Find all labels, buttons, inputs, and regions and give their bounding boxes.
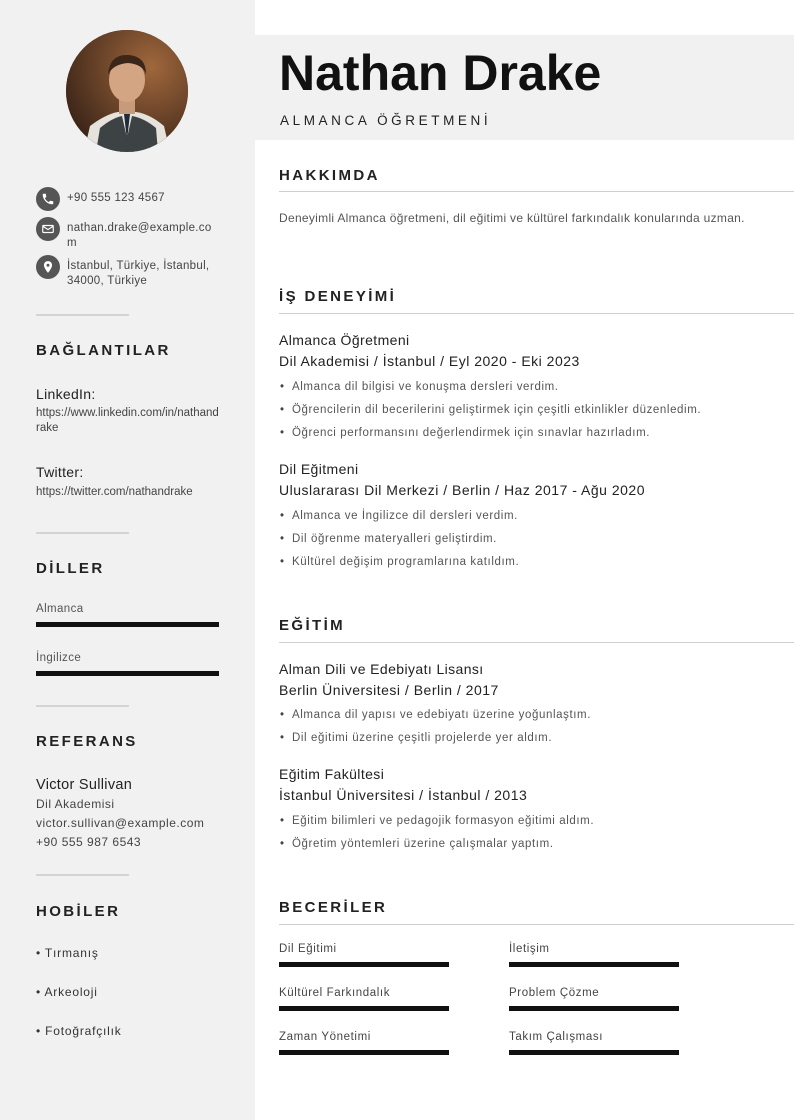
contact-phone (36, 187, 217, 211)
profile-photo (66, 30, 188, 152)
reference-heading: REFERANS (36, 733, 138, 750)
languages-heading: DİLLER (36, 560, 105, 577)
education-bullet: • Eğitim bilimleri ve pedagojik formasyon eğitimi aldım. (280, 815, 594, 827)
hobby-item: • Arkeoloji (36, 985, 98, 999)
skill-level-fill (509, 1006, 679, 1011)
section-rule (279, 924, 794, 925)
phone-icon (36, 187, 60, 211)
job-subtitle: Dil Akademisi / İstanbul / Eyl 2020 - Eki 2023 (279, 353, 580, 369)
job-bullet: • Öğrenci performansını değerlendirmek için sınavlar hazırladım. (280, 427, 650, 439)
skill-name: İletişim (509, 943, 550, 955)
language-name: Almanca (36, 603, 84, 615)
address-text: İstanbul, Türkiye, İstanbul, 34000, Türkiye (67, 260, 210, 287)
job-subtitle: Uluslararası Dil Merkezi / Berlin / Haz 2017 - Ağu 2020 (279, 482, 645, 498)
education-subtitle: İstanbul Üniversitesi / İstanbul / 2013 (279, 787, 528, 803)
sidebar-divider (36, 532, 129, 534)
skill-level-fill (279, 1006, 449, 1011)
education-title: Eğitim Fakültesi (279, 766, 385, 782)
skill-name: Kültürel Farkındalık (279, 987, 391, 999)
job-bullet: • Kültürel değişim programlarına katıldım. (280, 556, 519, 568)
sidebar-divider (36, 314, 129, 316)
skills-heading: BECERİLER (279, 899, 388, 916)
job-title: Almanca Öğretmeni (279, 332, 410, 348)
skill-level-bar (279, 1050, 449, 1055)
phone-text: +90 555 123 4567 (67, 192, 165, 204)
language-level-bar (36, 622, 219, 627)
education-bullet: • Almanca dil yapısı ve edebiyatı üzerine yoğunlaştım. (280, 709, 591, 721)
skill-level-fill (509, 1050, 679, 1055)
skill-level-fill (279, 1050, 449, 1055)
language-level-fill (36, 622, 219, 627)
skill-level-bar (279, 1006, 449, 1011)
about-text: Deneyimli Almanca öğretmeni, dil eğitimi ve kültürel farkındalık konularında uzman. (279, 211, 745, 225)
job-bullet: • Almanca dil bilgisi ve konuşma dersleri verdim. (280, 381, 559, 393)
language-name: İngilizce (36, 652, 82, 664)
skill-level-bar (509, 1006, 679, 1011)
skill-name: Zaman Yönetimi (279, 1031, 371, 1043)
education-title: Alman Dili ve Edebiyatı Lisansı (279, 661, 484, 677)
location-pin-icon (36, 255, 60, 279)
skill-name: Problem Çözme (509, 987, 600, 999)
job-bullet: • Dil öğrenme materyalleri geliştirdim. (280, 533, 497, 545)
skill-level-fill (509, 962, 679, 967)
skill-name: Dil Eğitimi (279, 943, 337, 955)
reference-email[interactable]: victor.sullivan@example.com (36, 816, 205, 830)
person-name: Nathan Drake (279, 45, 602, 101)
job-role: ALMANCA ÖĞRETMENİ (280, 113, 492, 128)
contact-address (36, 255, 217, 289)
hobby-item: • Fotoğrafçılık (36, 1024, 122, 1038)
language-level-bar (36, 671, 219, 676)
job-bullet: • Almanca ve İngilizce dil dersleri verdim. (280, 510, 518, 522)
linkedin-link[interactable]: https://www.linkedin.com/in/nathandrake (36, 407, 219, 434)
education-bullet: • Dil eğitimi üzerine çeşitli projelerde yer aldım. (280, 732, 552, 744)
email-text: nathan.drake@example.com (67, 222, 212, 249)
about-heading: HAKKIMDA (279, 167, 380, 184)
skill-level-bar (509, 1050, 679, 1055)
skill-level-fill (279, 962, 449, 967)
skill-name: Takım Çalışması (509, 1031, 603, 1043)
twitter-link[interactable]: https://twitter.com/nathandrake (36, 486, 193, 498)
sidebar-divider (36, 874, 129, 876)
reference-phone: +90 555 987 6543 (36, 835, 142, 849)
section-rule (279, 313, 794, 314)
twitter-label: Twitter: (36, 464, 84, 480)
section-rule (279, 642, 794, 643)
skill-level-bar (279, 962, 449, 967)
sidebar-divider (36, 705, 129, 707)
section-rule (279, 191, 794, 192)
reference-name: Victor Sullivan (36, 777, 133, 793)
skill-level-bar (509, 962, 679, 967)
education-subtitle: Berlin Üniversitesi / Berlin / 2017 (279, 682, 499, 698)
job-bullet: • Öğrencilerin dil becerilerini geliştirmek için çeşitli etkinlikler düzenledim. (280, 404, 701, 416)
linkedin-label: LinkedIn: (36, 386, 96, 402)
contact-email (36, 217, 217, 251)
portrait-image (66, 30, 188, 152)
hobbies-heading: HOBİLER (36, 903, 121, 920)
hobby-item: • Tırmanış (36, 946, 99, 960)
education-bullet: • Öğretim yöntemleri üzerine çalışmalar yaptım. (280, 838, 554, 850)
reference-company: Dil Akademisi (36, 797, 115, 811)
language-level-fill (36, 671, 219, 676)
job-title: Dil Eğitmeni (279, 461, 359, 477)
experience-heading: İŞ DENEYİMİ (279, 288, 397, 305)
education-heading: EĞİTİM (279, 617, 346, 634)
links-heading: BAĞLANTILAR (36, 342, 171, 359)
email-icon (36, 217, 60, 241)
